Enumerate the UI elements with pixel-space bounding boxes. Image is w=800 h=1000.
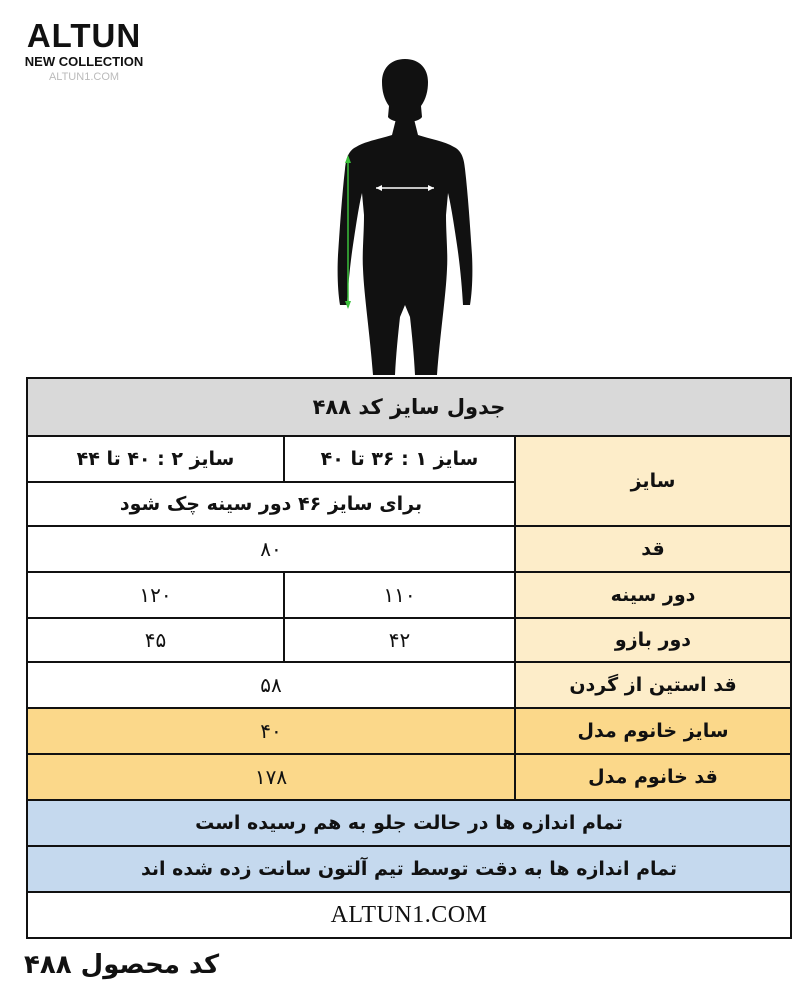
table-row xyxy=(27,526,791,572)
chest-label: دور سینه xyxy=(515,572,791,618)
chest-size2-value: ۱۲۰ xyxy=(27,572,284,618)
size1-range: سایز ۱ : ۳۶ تا ۴۰ xyxy=(284,436,515,482)
arm-size1-value: ۴۲ xyxy=(284,618,515,662)
sleeve-label: قد استین از گردن xyxy=(515,662,791,708)
arm-size2-value: ۴۵ xyxy=(27,618,284,662)
table-row xyxy=(27,800,791,846)
size2-range: سایز ۲ : ۴۰ تا ۴۴ xyxy=(27,436,284,482)
note-measured-by-team: تمام اندازه ها به دقت توسط تیم آلتون سانت زده شده اند xyxy=(27,846,791,892)
brand-logo xyxy=(14,18,154,84)
height-label: قد xyxy=(515,526,791,572)
table-row xyxy=(27,572,791,618)
table-row xyxy=(27,436,791,482)
size-table-title: جدول سایز کد ۴۸۸ xyxy=(27,378,791,436)
arm-label: دور بازو xyxy=(515,618,791,662)
silhouette-head xyxy=(382,59,428,122)
table-row xyxy=(27,892,791,938)
model-silhouette-figure xyxy=(330,55,480,380)
model-height-value: ۱۷۸ xyxy=(27,754,515,800)
model-size-label: سایز خانوم مدل xyxy=(515,708,791,754)
table-row xyxy=(27,618,791,662)
product-code: کد محصول ۴۸۸ xyxy=(24,950,220,980)
table-row xyxy=(27,708,791,754)
size-label: سایز xyxy=(515,436,791,526)
table-row xyxy=(27,754,791,800)
model-size-value: ۴۰ xyxy=(27,708,515,754)
chest-size1-value: ۱۱۰ xyxy=(284,572,515,618)
silhouette-torso xyxy=(338,119,473,375)
table-row xyxy=(27,846,791,892)
sleeve-value: ۵۸ xyxy=(27,662,515,708)
size-chart-table xyxy=(26,377,792,939)
model-height-label: قد خانوم مدل xyxy=(515,754,791,800)
table-row xyxy=(27,662,791,708)
brand-tagline: NEW COLLECTION xyxy=(24,54,144,69)
brand-name: ALTUN xyxy=(26,17,142,54)
note-front-closed: تمام اندازه ها در حالت جلو به هم رسیده است xyxy=(27,800,791,846)
table-title-row xyxy=(27,378,791,436)
height-value: ۸۰ xyxy=(27,526,515,572)
brand-website: ALTUN1.COM xyxy=(48,71,120,83)
size-note: برای سایز ۴۶ دور سینه چک شود xyxy=(27,482,515,526)
website-footer: ALTUN1.COM xyxy=(27,892,791,938)
